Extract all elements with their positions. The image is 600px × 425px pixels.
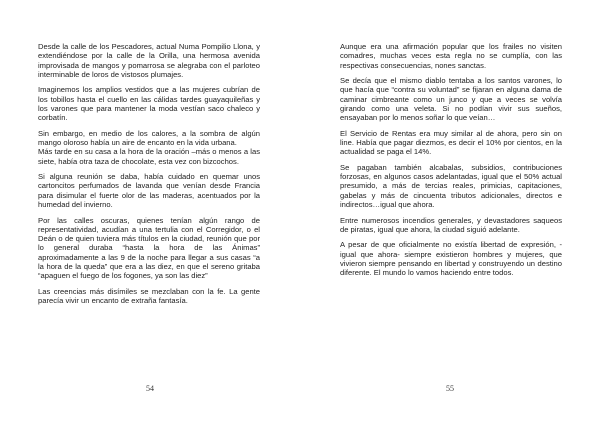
page-number: 55 xyxy=(446,384,454,393)
page-number: 54 xyxy=(146,384,154,393)
paragraph: El Servicio de Rentas era muy similar al de ahora, pero sin on line. Había que pagar diezmos, es decir el 10% por cientos, en la actualidad se paga el 14%. xyxy=(340,128,562,157)
paragraph: Las creencias más disímiles se mezclaban con la fe. La gente parecía vivir un encanto de extraña fantasía. xyxy=(38,286,260,306)
paragraph: Entre numerosos incendios generales, y devastadores saqueos de piratas, igual que ahora, la ciudad siguió adelante. xyxy=(340,215,562,234)
paragraph: A pesar de que oficialmente no existía libertad de expresión, -igual que ahora- siempre existieron hombres y mujeres, que vivieron siempre pensando en libertad y construyendo un destino diferente. El mundo lo vamos haciendo entre todos. xyxy=(340,240,562,278)
right-page-text xyxy=(340,42,562,284)
paragraph: Imaginemos los amplios vestidos que a las mujeres cubrían de los tobillos hasta el cuello en las cálidas tardes guayaquileñas y los varones que para mantener la moda vestían saco chaleco y corbatín. xyxy=(38,85,260,123)
paragraph: Sin embargo, en medio de los calores, a la sombra de algún mango oloroso había un aire de encanto en la vida urbana. xyxy=(38,128,260,148)
paragraph: Si alguna reunión se daba, había cuidado en quemar unos cartoncitos perfumados de lavanda que venían desde Francia para disimular el fuerte olor de las maderas, acentuados por la humedad del invierno. xyxy=(38,172,260,210)
paragraph: Se pagaban también alcabalas, subsidios, contribuciones forzosas, en algunos casos adelantadas, igual que el 50% actual presumido, a más de tercias reales, primicias, capitaciones, gabelas y más de cincuenta tributos adicionales, directos e indirectos…igual que ahora. xyxy=(340,162,562,210)
left-page-text xyxy=(38,42,260,312)
paragraph: Por las calles oscuras, quienes tenían algún rango de representatividad, acudían a una tertulia con el Corregidor, o el Deán o de quien tuviera más títulos en la ciudad, reunión que por lo general duraba “hasta la hora de las Ánimas” aproximadamente a las 9 de la noche para llegar a sus casas “a la hora de la queda” que era a las diez, en que el sereno gritaba “apaguen el fuego de los fogones, ya son las diez” xyxy=(38,215,260,281)
right-page xyxy=(300,0,600,425)
paragraph: Desde la calle de los Pescadores, actual Numa Pompilio Llona, y extendiéndose por la calle de la Orilla, una hermosa avenida improvisada de mangos y pomarrosa se alegraba con el parloteo interminable de loros de vistosos plumajes. xyxy=(38,42,260,79)
paragraph: Se decía que el mismo diablo tentaba a los santos varones, lo que hacía que “contra su voluntad” se fijaran en alguna dama de caminar cimbreante como un junco y que a veces se volvía girando como una veleta. Si no podían vivir sus sueños, ensayaban por lo menos soñar lo que veían… xyxy=(340,76,562,123)
paragraph: Más tarde en su casa a la hora de la oración –más o menos a las siete, había otra taza de chocolate, esta vez con bizcochos. xyxy=(38,147,260,166)
paragraph: Aunque era una afirmación popular que los frailes no visiten comadres, muchas veces esta regla no se cumplía, con las respectivas consecuencias, nones sanctas. xyxy=(340,42,562,70)
